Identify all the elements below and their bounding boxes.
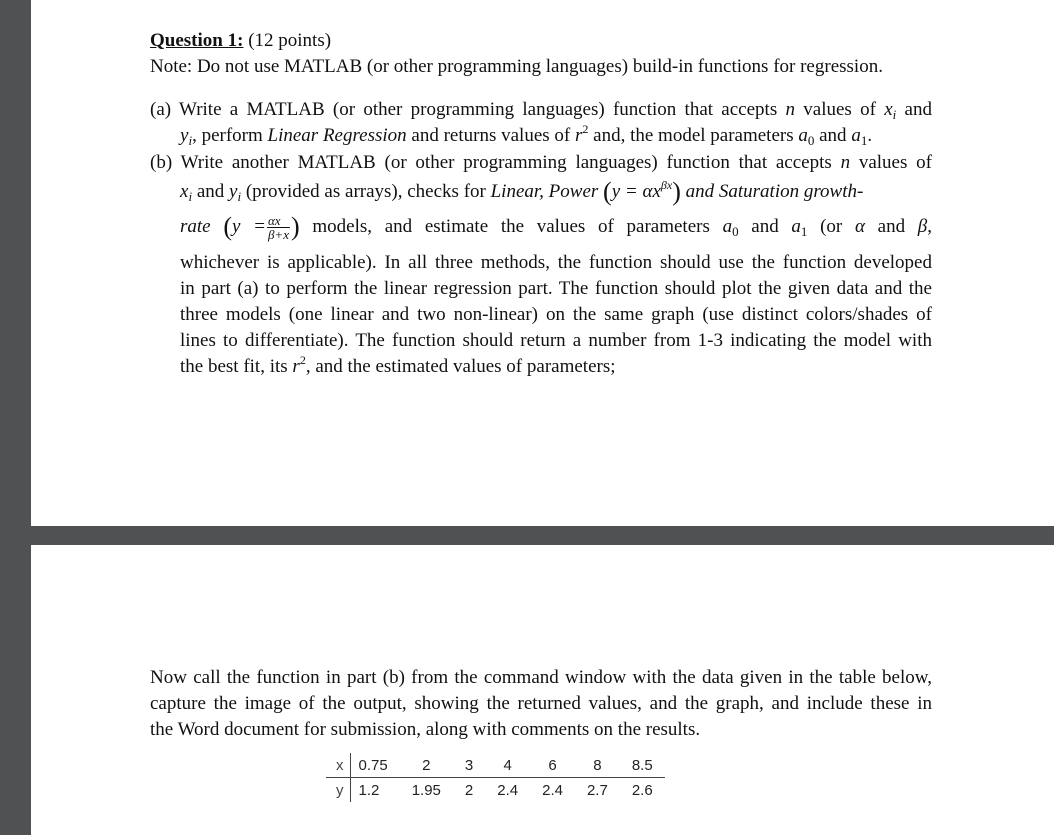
instructions-line-3: the Word document for submission, along with comments on the results. <box>150 719 701 740</box>
saturation-fraction: $\frac{\alpha x}{\beta+x}$ <box>267 213 289 242</box>
part-b-line-6: three models (one linear and two non-linear) on the same graph (use distinct colors/shades of <box>180 304 932 325</box>
instructions-line-1: Now call the function in part (b) from the command window with the data given in the table below, <box>150 667 932 688</box>
table-cell: 8 <box>575 753 620 778</box>
question-points: (12 points) <box>243 30 332 51</box>
table-cell: 0.75 <box>350 753 400 778</box>
table-row-y <box>326 778 665 803</box>
table-cell: 2.6 <box>631 781 653 799</box>
part-b-line-3: rate (y = $\frac{\alpha x}{\beta+x}$ ) models, and estimate the values of parameters $a_0$ and $a_1$ (or α and β, <box>180 211 933 242</box>
part-b-line-8: the best fit, its $r^2$, and the estimated values of parameters; <box>180 353 616 377</box>
table-cell: 3 <box>453 753 485 778</box>
y-label: y <box>326 778 350 803</box>
question-title: Question 1: <box>150 30 244 51</box>
table-cell: 2.4 <box>497 781 519 799</box>
table-cell: 2 <box>400 753 453 778</box>
part-b-line-1: (b) Write another MATLAB (or other programming languages) function that accepts n values of <box>150 152 932 173</box>
part-b-line-5: in part (a) to perform the linear regression part. The function should plot the given data and the <box>180 278 932 299</box>
table-cell: 2 <box>464 781 474 799</box>
part-a-line-2: $y_i$, perform Linear Regression and returns values of $r^2$ and, the model parameters $a_0$ and $a_1$. <box>180 122 873 148</box>
table-cell: 2.4 <box>542 781 563 799</box>
note-line: Note: Do not use MATLAB (or other programming languages) build-in functions for regression. <box>150 56 883 77</box>
question-heading <box>150 29 331 53</box>
data-table <box>326 753 665 802</box>
table-cell: 6 <box>530 753 575 778</box>
document-page-2 <box>31 545 1054 835</box>
table-cell: 1.2 <box>358 781 380 799</box>
table-row-x <box>326 753 665 778</box>
part-a-line-1: (a) Write a MATLAB (or other programming languages) function that accepts n values of $x_i$ and <box>150 99 932 122</box>
x-label: x <box>326 753 350 778</box>
instructions-line-2: capture the image of the output, showing the returned values, and the graph, and include these in <box>150 693 932 714</box>
part-b-line-7: lines to differentiate). The function should return a number from 1-3 indicating the model with <box>180 330 932 351</box>
table-cell: 1.95 <box>411 781 441 799</box>
part-b-line-4: whichever is applicable). In all three methods, the function should use the function developed <box>180 252 932 273</box>
part-b-line-2: $x_i$ and $y_i$ (provided as arrays), checks for Linear, Power $(y = \alpha x^{\beta x})$ and Saturation growth- <box>180 177 864 206</box>
table-cell: 4 <box>485 753 530 778</box>
table-cell: 8.5 <box>620 753 665 778</box>
table-cell: 2.7 <box>586 781 608 799</box>
document-page-1 <box>31 0 1054 526</box>
